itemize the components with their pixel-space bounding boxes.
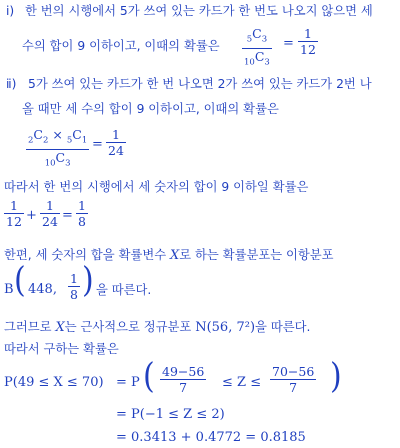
case1-text-line2: 수의 합이 9 이하이고, 이때의 확률은 xyxy=(22,39,220,53)
case1-marker: ⅰ) xyxy=(6,4,15,18)
case2-combination-fraction: $\frac{_2C_2 \times _5C_1}{_{10}C_3}$ xyxy=(28,127,88,168)
ask-text: 따라서 구하는 확률은 xyxy=(4,342,119,356)
sum-result-fraction: $\frac{1}{8}$ xyxy=(78,198,86,229)
sum-fraction-b: $\frac{1}{24}$ xyxy=(42,198,58,229)
case1-text-line1: 한 번의 시행에서 5가 쓰여 있는 카드가 한 번도 나오지 않으면 세 xyxy=(25,4,373,18)
calc-middle: ≤ Z ≤ xyxy=(222,375,262,390)
case2-marker: ⅱ) xyxy=(6,77,17,91)
sum-equals: = xyxy=(62,208,73,223)
binomial-p-fraction: $\frac{1}{8}$ xyxy=(70,271,78,302)
normal-approx-line: 그러므로 X는 근사적으로 정규분포 N(56, 7²)을 따른다. xyxy=(4,320,311,335)
case2-text-line2: 올 때만 세 수의 합이 9 이하이고, 이때의 확률은 xyxy=(22,102,279,116)
binomial-suffix: 을 따른다. xyxy=(96,283,152,297)
calc-left-paren: ( xyxy=(143,356,155,397)
binomial-n: 448, xyxy=(28,282,57,297)
case1-result-fraction: $\frac{1}{12}$ xyxy=(300,26,316,57)
case2-result-fraction: $\frac{1}{24}$ xyxy=(108,127,124,158)
calc-eq1: = P xyxy=(116,375,140,390)
case2-equals: = xyxy=(92,137,103,152)
sum-intro-text: 따라서 한 번의 시행에서 세 숫자의 합이 9 이하일 확률은 xyxy=(4,180,309,194)
calc-line3: = 0.3413 + 0.4772 = 0.8185 xyxy=(116,430,306,445)
calc-fraction-2: $\frac{70-56}{7}$ xyxy=(272,364,315,395)
case2-text-line1: 5가 쓰여 있는 카드가 한 번 나오면 2가 쓰여 있는 카드가 2번 나 xyxy=(28,77,372,91)
case1-equals: = xyxy=(283,36,294,51)
calc-line2: = P(−1 ≤ Z ≤ 2) xyxy=(116,407,225,422)
sum-plus: + xyxy=(26,208,37,223)
case1-combination-fraction: $\frac{_5C_3}{_{10}C_3}$ xyxy=(244,26,270,67)
binomial-right-paren: ) xyxy=(82,260,94,301)
binomial-left-paren: ( xyxy=(14,260,26,301)
binomial-intro-text: 한편, 세 숫자의 합을 확률변수 X로 하는 확률분포는 이항분포 xyxy=(4,248,334,263)
binomial-symbol: B xyxy=(4,282,14,297)
calc-lhs: P(49 ≤ X ≤ 70) xyxy=(4,375,104,390)
calc-right-paren: ) xyxy=(330,356,342,397)
calc-fraction-1: $\frac{49-56}{7}$ xyxy=(162,364,205,395)
sum-fraction-a: $\frac{1}{12}$ xyxy=(6,198,22,229)
